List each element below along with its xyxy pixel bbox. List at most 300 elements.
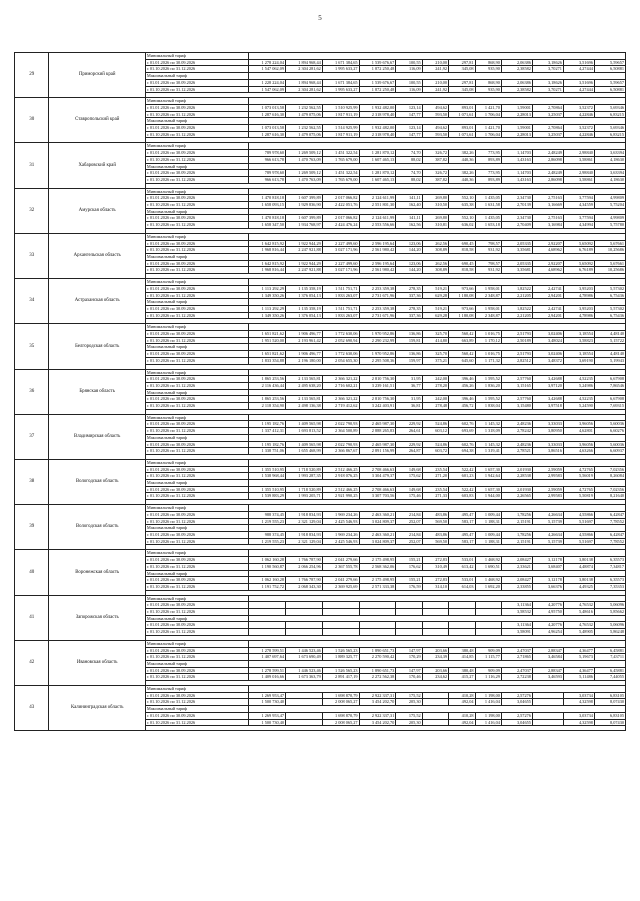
period-label: с 01.10.2026 по 31.12.2026 bbox=[145, 357, 248, 364]
value-cell: 1 228 224,04 bbox=[249, 79, 286, 86]
value-cell: 440,36 bbox=[449, 176, 475, 183]
value-cell: 7,02356 bbox=[594, 466, 625, 473]
value-cell: 1 376 054,13 bbox=[286, 312, 323, 319]
max-tariff-label: Максимальный тариф bbox=[145, 118, 248, 125]
value-cell: 2 369 925,69 bbox=[322, 583, 359, 590]
value-cell: 1 191 752,72 bbox=[249, 583, 286, 590]
value-cell: 1,14703 bbox=[501, 170, 532, 177]
period-label: с 01.10.2026 по 31.12.2026 bbox=[145, 563, 248, 570]
value-cell: 235,54 bbox=[422, 486, 448, 493]
value-cell: 492,04 bbox=[449, 719, 475, 726]
value-cell: 2 364 500,89 bbox=[322, 428, 359, 435]
value-cell: 3,58823 bbox=[563, 337, 594, 344]
empty-cell bbox=[249, 163, 626, 170]
value-cell: 4,34559 bbox=[563, 202, 594, 209]
value-cell: 1 833 263,07 bbox=[322, 312, 359, 319]
value-cell: 414,85 bbox=[449, 654, 475, 661]
value-cell: 1 833 263,07 bbox=[322, 292, 359, 299]
value-cell: 1,59001 bbox=[501, 125, 532, 132]
value-cell: 5,15739 bbox=[532, 518, 563, 525]
value-cell: 1 673 690,49 bbox=[286, 654, 323, 661]
value-cell: 7,78552 bbox=[594, 518, 625, 525]
period-label: с 01.10.2026 по 31.12.2026 bbox=[145, 583, 248, 590]
value-cell: 175,52 bbox=[396, 692, 422, 699]
value-cell: 456,26 bbox=[449, 382, 475, 389]
value-cell: 2 247 921,88 bbox=[286, 247, 323, 254]
value-cell: 1 470 763,09 bbox=[286, 176, 323, 183]
region-number: 33 bbox=[15, 233, 49, 278]
value-cell: 583,17 bbox=[449, 518, 475, 525]
value-cell bbox=[449, 622, 475, 629]
value-cell: 1 451 322,54 bbox=[322, 170, 359, 177]
max-tariff-label: Максимальный тариф bbox=[145, 163, 248, 170]
value-cell: 2 348,87 bbox=[475, 312, 501, 319]
value-cell: 337,36 bbox=[396, 312, 422, 319]
value-cell: 4,95750 bbox=[532, 609, 563, 616]
period-label: с 01.10.2026 по 31.12.2026 bbox=[145, 403, 248, 410]
value-cell: 2 367 555,78 bbox=[322, 563, 359, 570]
value-cell: 1 765 679,00 bbox=[322, 176, 359, 183]
value-cell: 5,24590 bbox=[563, 403, 594, 410]
value-cell: 893,01 bbox=[449, 125, 475, 132]
value-cell: 3,15165 bbox=[501, 382, 532, 389]
region-number: 34 bbox=[15, 279, 49, 324]
value-cell: 1 470 818,18 bbox=[249, 215, 286, 222]
value-cell: 1,14703 bbox=[501, 150, 532, 157]
value-cell: 2,59059 bbox=[532, 486, 563, 493]
region-number: 42 bbox=[15, 640, 49, 685]
value-cell: 1 511 751,71 bbox=[322, 285, 359, 292]
value-cell bbox=[286, 719, 323, 726]
value-cell: 1 319,41 bbox=[475, 448, 501, 455]
value-cell: 2,33855 bbox=[501, 583, 532, 590]
value-cell bbox=[422, 692, 448, 699]
value-cell: 1 922 944,29 bbox=[286, 240, 323, 247]
max-tariff-label: Максимальный тариф bbox=[145, 344, 248, 351]
value-cell: 4,18630 bbox=[594, 176, 625, 183]
value-cell: 3,11364 bbox=[501, 602, 532, 609]
period-label: с 01.10.2026 по 31.12.2026 bbox=[145, 699, 248, 706]
value-cell: 6,76189 bbox=[563, 267, 594, 274]
value-cell: 1 188,31 bbox=[475, 518, 501, 525]
value-cell: 3,04655 bbox=[501, 699, 532, 706]
min-tariff-label: Минимальный тариф bbox=[145, 279, 248, 286]
value-cell: 1 409 565,98 bbox=[286, 441, 323, 448]
value-cell: 1 511 751,71 bbox=[322, 305, 359, 312]
value-cell: 1 232 562,55 bbox=[286, 104, 323, 111]
empty-cell bbox=[249, 505, 626, 512]
value-cell: 1,82522 bbox=[501, 285, 532, 292]
value-cell bbox=[249, 609, 286, 616]
region-name: Ставропольский край bbox=[49, 98, 145, 143]
value-cell: 2,57760 bbox=[501, 376, 532, 383]
value-cell bbox=[422, 629, 448, 636]
value-cell bbox=[422, 609, 448, 616]
value-cell: 2,82512 bbox=[501, 357, 532, 364]
value-cell: 1 765 679,00 bbox=[322, 156, 359, 163]
value-cell: 1 671 384,65 bbox=[322, 79, 359, 86]
value-cell: 2,70409 bbox=[501, 222, 532, 229]
region-name: Воронежская область bbox=[49, 550, 145, 595]
table-row bbox=[15, 279, 626, 286]
value-cell: 494,62 bbox=[422, 125, 448, 132]
value-cell: 2,38582 bbox=[501, 66, 532, 73]
value-cell: 5,60036 bbox=[594, 421, 625, 428]
value-cell: 789 978,60 bbox=[249, 150, 286, 157]
value-cell: 966 613,78 bbox=[249, 156, 286, 163]
value-cell: 1 706,04 bbox=[475, 111, 501, 118]
value-cell: 3,33033 bbox=[532, 441, 563, 448]
max-tariff-label: Максимальный тариф bbox=[145, 706, 248, 713]
value-cell: 1 890 651,73 bbox=[359, 667, 396, 674]
value-cell: 6,60276 bbox=[594, 428, 625, 435]
empty-cell bbox=[249, 459, 626, 466]
value-cell: 205,30 bbox=[396, 719, 422, 726]
value-cell: 2,38582 bbox=[501, 86, 532, 93]
value-cell: 1 232 562,55 bbox=[286, 125, 323, 132]
max-tariff-label: Максимальный тариф bbox=[145, 660, 248, 667]
value-cell: 210,00 bbox=[422, 79, 448, 86]
value-cell: 310,50 bbox=[422, 202, 448, 209]
value-cell: 1 188,31 bbox=[475, 538, 501, 545]
value-cell: 4,22846 bbox=[563, 111, 594, 118]
table-row bbox=[15, 595, 626, 602]
value-cell: 410,28 bbox=[449, 692, 475, 699]
value-cell: 2,21205 bbox=[501, 292, 532, 299]
table-body bbox=[15, 53, 626, 731]
value-cell bbox=[286, 622, 323, 629]
value-cell: 144,20 bbox=[396, 267, 422, 274]
value-cell: 935,90 bbox=[475, 86, 501, 93]
value-cell: 241,92 bbox=[422, 66, 448, 73]
period-label: с 01.10.2026 по 31.12.2026 bbox=[145, 609, 248, 616]
value-cell: 155,21 bbox=[396, 557, 422, 564]
value-cell: 1 865 253,56 bbox=[249, 396, 286, 403]
period-label: с 01.10.2026 по 31.12.2026 bbox=[145, 448, 248, 455]
value-cell: 6,83215 bbox=[594, 111, 625, 118]
value-cell: 271,33 bbox=[422, 493, 448, 500]
value-cell: 3,16984 bbox=[532, 222, 563, 229]
period-label: с 01.01.2026 по 30.09.2026 bbox=[145, 622, 248, 629]
value-cell: 2 424 476,24 bbox=[322, 222, 359, 229]
value-cell: 1 607 465,13 bbox=[359, 156, 396, 163]
value-cell: 5,57302 bbox=[594, 305, 625, 312]
value-cell: 2 465 987,30 bbox=[359, 421, 396, 428]
min-tariff-label: Минимальный тариф bbox=[145, 459, 248, 466]
value-cell: 3 454 202,70 bbox=[359, 699, 396, 706]
value-cell bbox=[422, 712, 448, 719]
value-cell: 345,08 bbox=[449, 86, 475, 93]
value-cell: 123,14 bbox=[396, 125, 422, 132]
period-label: с 01.10.2026 по 31.12.2026 bbox=[145, 267, 248, 274]
value-cell: 1 500 730,40 bbox=[249, 719, 286, 726]
value-cell: 492,04 bbox=[449, 699, 475, 706]
value-cell: 2,01930 bbox=[501, 466, 532, 473]
value-cell: 1,43163 bbox=[501, 176, 532, 183]
value-cell: 4,78986 bbox=[563, 312, 594, 319]
value-cell: 645,60 bbox=[449, 357, 475, 364]
value-cell: 1 451 322,54 bbox=[322, 150, 359, 157]
period-label: с 01.01.2026 по 30.09.2026 bbox=[145, 240, 248, 247]
value-cell: 2,34730 bbox=[501, 215, 532, 222]
period-label: с 01.10.2026 по 31.12.2026 bbox=[145, 222, 248, 229]
value-cell: 524,86 bbox=[422, 421, 448, 428]
value-cell: 175,62 bbox=[396, 473, 422, 480]
empty-cell bbox=[249, 279, 626, 286]
value-cell: 3 239 161,51 bbox=[359, 382, 396, 389]
value-cell: 1 607 399,89 bbox=[286, 215, 323, 222]
value-cell: 4,26634 bbox=[532, 511, 563, 518]
value-cell: 1 968 816,44 bbox=[249, 247, 286, 254]
value-cell: 6,60937 bbox=[594, 448, 625, 455]
value-cell: 234,39 bbox=[422, 654, 448, 661]
value-cell: 6,45881 bbox=[594, 667, 625, 674]
empty-cell bbox=[249, 686, 626, 693]
value-cell: 3,18626 bbox=[532, 79, 563, 86]
min-tariff-label: Минимальный тариф bbox=[145, 98, 248, 105]
value-cell: 8,07430 bbox=[594, 699, 625, 706]
value-cell: 2 922 337,31 bbox=[359, 712, 396, 719]
period-label: с 01.10.2026 по 31.12.2026 bbox=[145, 337, 248, 344]
value-cell: 613,42 bbox=[449, 563, 475, 570]
value-cell: 3,96056 bbox=[563, 421, 594, 428]
max-tariff-label: Максимальный тариф bbox=[145, 253, 248, 260]
value-cell: 483,86 bbox=[422, 511, 448, 518]
region-number: 36 bbox=[15, 369, 49, 414]
value-cell: 2 366 321,22 bbox=[322, 396, 359, 403]
value-cell: 560,42 bbox=[449, 331, 475, 338]
value-cell: 3,58861 bbox=[563, 176, 594, 183]
min-tariff-label: Минимальный тариф bbox=[145, 505, 248, 512]
value-cell: 2 561 980,42 bbox=[359, 267, 396, 274]
empty-cell bbox=[249, 53, 626, 60]
min-tariff-label: Минимальный тариф bbox=[145, 550, 248, 557]
value-cell: 2 290 232,99 bbox=[359, 337, 396, 344]
period-label: с 01.01.2026 по 30.09.2026 bbox=[145, 125, 248, 132]
value-cell: 2 253 359,38 bbox=[359, 285, 396, 292]
value-cell bbox=[475, 622, 501, 629]
period-label: с 01.10.2026 по 31.12.2026 bbox=[145, 674, 248, 681]
value-cell: 1 698 870,79 bbox=[322, 712, 359, 719]
value-cell: 214,84 bbox=[396, 532, 422, 539]
value-cell bbox=[286, 712, 323, 719]
value-cell: 1 416,04 bbox=[475, 699, 501, 706]
value-cell: 3,52372 bbox=[563, 125, 594, 132]
period-label: с 01.01.2026 по 30.09.2026 bbox=[145, 712, 248, 719]
value-cell: 5,69346 bbox=[594, 125, 625, 132]
value-cell: 337,36 bbox=[396, 292, 422, 299]
value-cell: 272,83 bbox=[422, 577, 448, 584]
value-cell: 2 888 265,83 bbox=[359, 428, 396, 435]
value-cell: 10,25686 bbox=[594, 267, 625, 274]
value-cell: 4,48140 bbox=[594, 351, 625, 358]
value-cell: 1 180,08 bbox=[449, 312, 475, 319]
value-cell: 2,75163 bbox=[532, 215, 563, 222]
value-cell: 162,40 bbox=[396, 202, 422, 209]
value-cell: 2 891 156,99 bbox=[359, 448, 396, 455]
region-number: 38 bbox=[15, 459, 49, 504]
value-cell: 176,59 bbox=[396, 583, 422, 590]
min-tariff-label: Минимальный тариф bbox=[145, 686, 248, 693]
value-cell: 560,42 bbox=[449, 351, 475, 358]
value-cell: 2,34730 bbox=[501, 195, 532, 202]
value-cell: 3,77594 bbox=[563, 195, 594, 202]
period-label: с 01.01.2026 по 30.09.2026 bbox=[145, 557, 248, 564]
value-cell: 1 198,00 bbox=[475, 712, 501, 719]
value-cell: 2,57760 bbox=[501, 396, 532, 403]
value-cell: 5,19673 bbox=[563, 654, 594, 661]
value-cell: 2 068 343,30 bbox=[286, 583, 323, 590]
value-cell: 1 906 496,77 bbox=[286, 351, 323, 358]
value-cell: 1 922 944,29 bbox=[286, 260, 323, 267]
value-cell: 2,98840 bbox=[563, 170, 594, 177]
value-cell: 1 671 384,65 bbox=[322, 59, 359, 66]
value-cell: 1 071,61 bbox=[449, 111, 475, 118]
value-cell: 2 922 337,31 bbox=[359, 692, 396, 699]
value-cell: 2 463 360,21 bbox=[359, 532, 396, 539]
period-label: с 01.01.2026 по 30.09.2026 bbox=[145, 511, 248, 518]
empty-cell bbox=[249, 299, 626, 306]
value-cell: 2 366 321,22 bbox=[322, 376, 359, 383]
empty-cell bbox=[249, 143, 626, 150]
region-number: 35 bbox=[15, 324, 49, 369]
value-cell: 3 027 171,96 bbox=[322, 267, 359, 274]
value-cell: 495,47 bbox=[449, 532, 475, 539]
value-cell: 1 468,92 bbox=[475, 557, 501, 564]
value-cell: 1 135 358,19 bbox=[286, 305, 323, 312]
value-cell: 5,65092 bbox=[563, 240, 594, 247]
region-number: 41 bbox=[15, 595, 49, 640]
value-cell: 1 062 160,28 bbox=[249, 577, 286, 584]
table-row bbox=[15, 550, 626, 557]
value-cell: 1 278 599,51 bbox=[249, 667, 286, 674]
value-cell: 868,90 bbox=[475, 59, 501, 66]
value-cell: 5,15739 bbox=[532, 538, 563, 545]
value-cell: 1 190 560,87 bbox=[249, 563, 286, 570]
value-cell: 159,81 bbox=[396, 337, 422, 344]
period-label: с 01.01.2026 по 30.09.2026 bbox=[145, 692, 248, 699]
value-cell: 1 435,05 bbox=[475, 195, 501, 202]
value-cell: 2 116 436,44 bbox=[249, 382, 286, 389]
value-cell: 2,92207 bbox=[532, 240, 563, 247]
value-cell: 5,11486 bbox=[563, 674, 594, 681]
value-cell bbox=[286, 602, 323, 609]
empty-cell bbox=[249, 640, 626, 647]
value-cell: 789 978,60 bbox=[249, 170, 286, 177]
value-cell: 2 175 498,95 bbox=[359, 577, 396, 584]
value-cell: 2 810 756,30 bbox=[359, 376, 396, 383]
value-cell: 4,36477 bbox=[563, 667, 594, 674]
value-cell: 2 052 690,94 bbox=[322, 337, 359, 344]
value-cell: 382,26 bbox=[449, 170, 475, 177]
value-cell: 2,08427 bbox=[501, 577, 532, 584]
max-tariff-label: Максимальный тариф bbox=[145, 73, 248, 80]
value-cell: 3,48024 bbox=[532, 337, 563, 344]
empty-cell bbox=[249, 706, 626, 713]
value-cell: 1 698 870,79 bbox=[322, 692, 359, 699]
value-cell: 494,62 bbox=[422, 104, 448, 111]
value-cell: 4,22846 bbox=[563, 131, 594, 138]
value-cell: 4,27444 bbox=[563, 86, 594, 93]
value-cell: 2 708 466,63 bbox=[359, 466, 396, 473]
value-cell bbox=[396, 622, 422, 629]
value-cell: 5,48616 bbox=[563, 609, 594, 616]
value-cell bbox=[322, 622, 359, 629]
value-cell: 818,58 bbox=[449, 267, 475, 274]
value-cell: 325,70 bbox=[422, 331, 448, 338]
value-cell: 1 337 412,31 bbox=[249, 428, 286, 435]
value-cell: 2 133 565,81 bbox=[286, 396, 323, 403]
value-cell: 147,97 bbox=[396, 647, 422, 654]
value-cell: 2,48236 bbox=[501, 441, 532, 448]
value-cell: 1 547 062,09 bbox=[249, 66, 286, 73]
value-cell: 1 833 354,88 bbox=[249, 357, 286, 364]
value-cell: 6,35573 bbox=[594, 577, 625, 584]
value-cell: 175,46 bbox=[396, 493, 422, 500]
value-cell: 1 872 250,48 bbox=[359, 86, 396, 93]
value-cell: 2 066 254,96 bbox=[286, 563, 323, 570]
value-cell: 345,08 bbox=[449, 66, 475, 73]
value-cell: 229,92 bbox=[396, 421, 422, 428]
value-cell: 116,09 bbox=[396, 66, 422, 73]
value-cell: 973,66 bbox=[449, 305, 475, 312]
value-cell: 909,09 bbox=[475, 647, 501, 654]
value-cell: 326,72 bbox=[422, 170, 448, 177]
value-cell: 2 193 961,42 bbox=[286, 337, 323, 344]
value-cell: 5,65092 bbox=[563, 260, 594, 267]
value-cell: 6,75436 bbox=[594, 312, 625, 319]
value-cell: 2 731 671,96 bbox=[359, 312, 396, 319]
empty-cell bbox=[249, 369, 626, 376]
value-cell: 1 993 287,35 bbox=[286, 473, 323, 480]
value-cell: 3,68407 bbox=[532, 563, 563, 570]
value-cell: 5,15722 bbox=[594, 337, 625, 344]
value-cell: 2 921 990,25 bbox=[322, 493, 359, 500]
value-cell: 2,01930 bbox=[501, 486, 532, 493]
value-cell: 1,59001 bbox=[501, 104, 532, 111]
value-cell: 4,18630 bbox=[594, 156, 625, 163]
value-cell: 415,27 bbox=[449, 674, 475, 681]
empty-cell bbox=[249, 525, 626, 532]
region-number: 39 bbox=[15, 505, 49, 550]
value-cell: 3,12178 bbox=[532, 577, 563, 584]
value-cell: 3,35681 bbox=[501, 247, 532, 254]
value-cell: 278,48 bbox=[422, 403, 448, 410]
value-cell: 74,70 bbox=[396, 170, 422, 177]
value-cell: 8,26084 bbox=[594, 473, 625, 480]
value-cell: 893,89 bbox=[475, 156, 501, 163]
period-label: с 01.01.2026 по 30.09.2026 bbox=[145, 331, 248, 338]
value-cell: 116,09 bbox=[396, 86, 422, 93]
value-cell: 2,70864 bbox=[532, 125, 563, 132]
value-cell: 1 538 968,44 bbox=[249, 473, 286, 480]
period-label: с 01.10.2026 по 31.12.2026 bbox=[145, 86, 248, 93]
period-label: с 01.01.2026 по 30.09.2026 bbox=[145, 486, 248, 493]
value-cell: 552,10 bbox=[449, 195, 475, 202]
value-cell bbox=[359, 602, 396, 609]
value-cell: 2,99583 bbox=[532, 473, 563, 480]
value-cell: 147,97 bbox=[396, 667, 422, 674]
value-cell: 2 561 980,42 bbox=[359, 247, 396, 254]
value-cell: 1 766 787,90 bbox=[286, 557, 323, 564]
min-tariff-label: Минимальный тариф bbox=[145, 188, 248, 195]
value-cell: 1 838,04 bbox=[475, 403, 501, 410]
value-cell: 4,55866 bbox=[563, 532, 594, 539]
empty-cell bbox=[249, 570, 626, 577]
value-cell: 663,89 bbox=[449, 337, 475, 344]
value-cell: 3,80138 bbox=[563, 557, 594, 564]
value-cell: 1 607 465,13 bbox=[359, 176, 396, 183]
